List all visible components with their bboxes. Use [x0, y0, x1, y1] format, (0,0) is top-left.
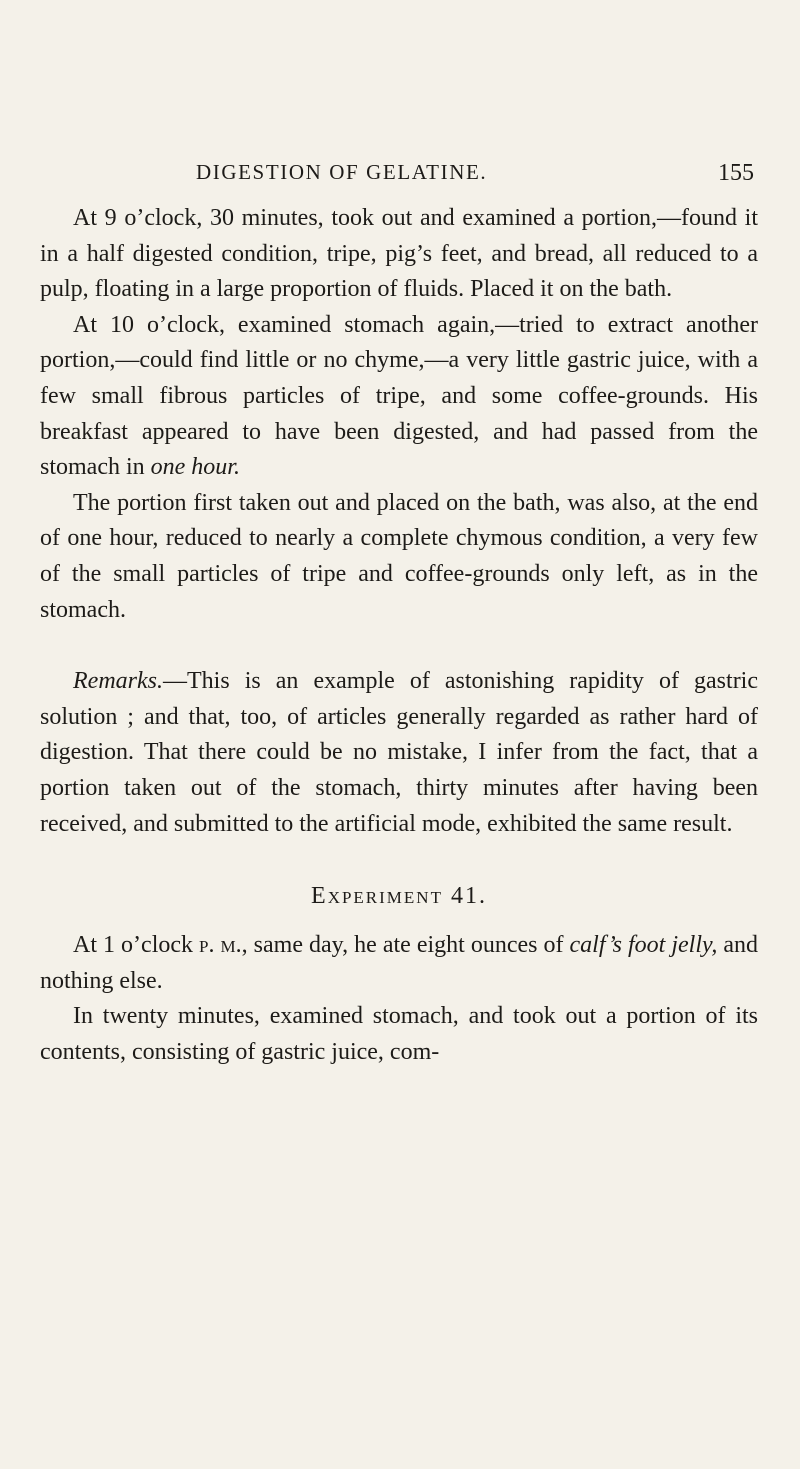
paragraph-10-oclock	[40, 308, 758, 486]
paragraph-twenty-minutes: In twenty minutes, examined stomach, and took out a portion of its contents, consisting of gastric juice, com-	[40, 1003, 758, 1065]
paragraph-9-oclock: At 9 o’clock, 30 minutes, took out and examined a portion,—found it in a half digested condition, tripe, pig’s feet, and bread, all reduced to a pulp, floating in a large proportion of fluids. Placed it on the bath.	[40, 205, 758, 303]
paragraph-1-oclock-start: At 1 o’clock	[73, 932, 200, 959]
pm-abbreviation: p. m.	[199, 932, 242, 959]
paragraph-1-oclock-middle: , same day, he ate eight ounces of	[241, 932, 570, 959]
one-hour-emphasis: one hour.	[150, 454, 240, 481]
running-title: DIGESTION OF GELATINE.	[196, 160, 488, 184]
running-head	[196, 160, 754, 190]
page-number: 155	[718, 160, 754, 186]
paragraph-1-oclock-end: and nothing else.	[40, 932, 759, 994]
experiment-heading: Experiment 41.	[311, 883, 487, 910]
body-text	[40, 201, 758, 1070]
paragraph-10-oclock-text: At 10 o’clock, examined stomach again,—tried to extract another portion,—could find little or no chyme,—a very little gastric juice, with a few small fibrous particles of tripe, and some coffee-grounds. His breakfast appeared to have been digested, and had passed from the stomach in	[40, 311, 758, 481]
calfs-foot-jelly-emphasis: calf’s foot jelly,	[569, 932, 718, 959]
remarks-paragraph	[40, 664, 758, 842]
paragraph-first-portion: The portion first taken out and placed on the bath, was also, at the end of one hour, reduced to nearly a complete chymous condition, a very few of the small particles of tripe and coffee-grounds only left, as in the stomach.	[40, 489, 758, 623]
remarks-label: Remarks.	[73, 668, 163, 695]
paragraph-1-oclock	[40, 928, 758, 999]
remarks-text: —This is an example of astonishing rapidity of gastric solution ; and that, too, of articles generally regarded as rather hard of digestion. That there could be no mistake, I infer from the fact, that a portion taken out of the stomach, thirty minutes after having been received, and submitted to the artificial mode, exhibited the same result.	[40, 668, 758, 837]
